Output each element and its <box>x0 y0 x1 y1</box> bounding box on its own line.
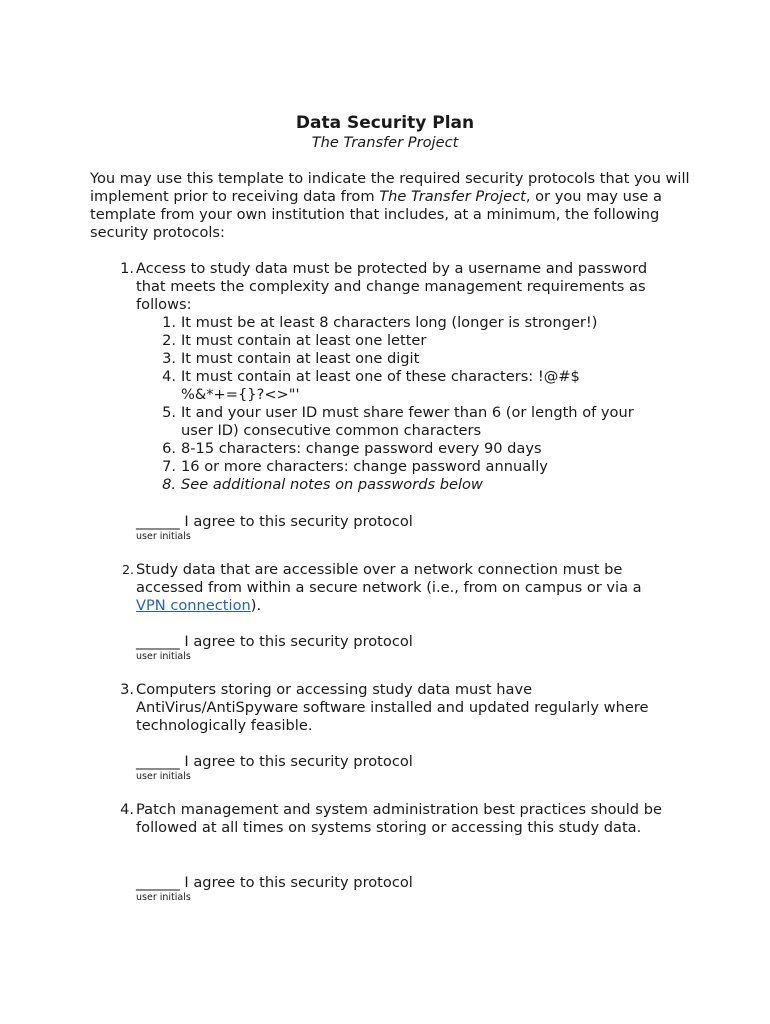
subitem-text: It must be at least 8 characters long (longer is stronger!) <box>181 314 598 331</box>
subitem <box>136 458 696 476</box>
subitem-number: 3. <box>162 350 176 367</box>
subitem-number: 7. <box>162 458 176 475</box>
protocol-number: 4. <box>120 801 134 818</box>
subitem <box>136 404 661 440</box>
subitem-number: 4. <box>162 368 176 385</box>
protocol-item-3 <box>120 681 696 735</box>
intro-project-name: The Transfer Project <box>379 188 526 205</box>
subitem-text: It must contain at least one digit <box>181 350 420 367</box>
protocol-number: 2. <box>122 562 134 577</box>
protocol-item-2 <box>122 561 696 615</box>
intro-text-end: , or you may use a template from your own institution that includes, at a minimum, the following security protocols: <box>90 188 662 241</box>
intro-paragraph <box>90 170 690 242</box>
protocol-text-end: ). <box>250 597 262 614</box>
vpn-connection-link[interactable]: VPN connection <box>136 597 251 614</box>
subitem-text: It must contain at least one of these characters: !@#$ %&*+={}?<>"' <box>181 368 580 403</box>
subitem <box>136 368 601 404</box>
protocol-item-1 <box>120 260 696 494</box>
subitem-text: It and your user ID must share fewer than 6 (or length of your user ID) consecutive common characters <box>181 404 634 439</box>
page-title: Data Security Plan <box>295 113 475 133</box>
protocol-text: Computers storing or accessing study data must have AntiVirus/AntiSpyware software installed and updated regularly where technologically feasible. <box>136 681 649 734</box>
protocol-number: 3. <box>120 681 134 698</box>
subitem-text: It must contain at least one letter <box>181 332 427 349</box>
page-subtitle: The Transfer Project <box>311 134 459 151</box>
user-initials-label-1: user initials <box>136 531 191 542</box>
subitem <box>136 332 696 350</box>
user-initials-label-3: user initials <box>136 771 191 782</box>
protocol-text <box>136 561 656 615</box>
protocol-text-start: Study data that are accessible over a network connection must be accessed from within a secure network (i.e., from on campus or via a <box>136 561 642 596</box>
agree-line-4[interactable]: ______ I agree to this security protocol <box>136 874 413 891</box>
subitem <box>136 476 696 494</box>
subitem-number: 8. <box>162 476 176 493</box>
agree-line-2[interactable]: ______ I agree to this security protocol <box>136 633 413 650</box>
subitem-text: 16 or more characters: change password annually <box>181 458 548 475</box>
subitem <box>136 314 696 332</box>
subitem-number: 2. <box>162 332 176 349</box>
subitem-number: 1. <box>162 314 176 331</box>
agree-line-1[interactable]: ______ I agree to this security protocol <box>136 513 413 530</box>
subitem <box>136 440 696 458</box>
subitem <box>136 350 696 368</box>
protocol-text: Patch management and system administration best practices should be followed at all times on systems storing or accessing this study data. <box>136 801 662 836</box>
protocol-text: Access to study data must be protected by a username and password that meets the complexity and change management requirements as follows: <box>136 260 648 313</box>
user-initials-label-4: user initials <box>136 892 191 903</box>
user-initials-label-2: user initials <box>136 651 191 662</box>
intro-text-start: You may use this template to indicate the required security protocols that you will implement prior to receiving data from <box>90 170 690 205</box>
agree-line-3[interactable]: ______ I agree to this security protocol <box>136 753 413 770</box>
subitem-number: 5. <box>162 404 176 421</box>
protocol-number: 1. <box>120 260 134 277</box>
subitem-number: 6. <box>162 440 176 457</box>
subitem-text: See additional notes on passwords below <box>181 476 483 493</box>
protocol-item-4 <box>120 801 696 837</box>
subitem-text: 8-15 characters: change password every 90 days <box>181 440 542 457</box>
